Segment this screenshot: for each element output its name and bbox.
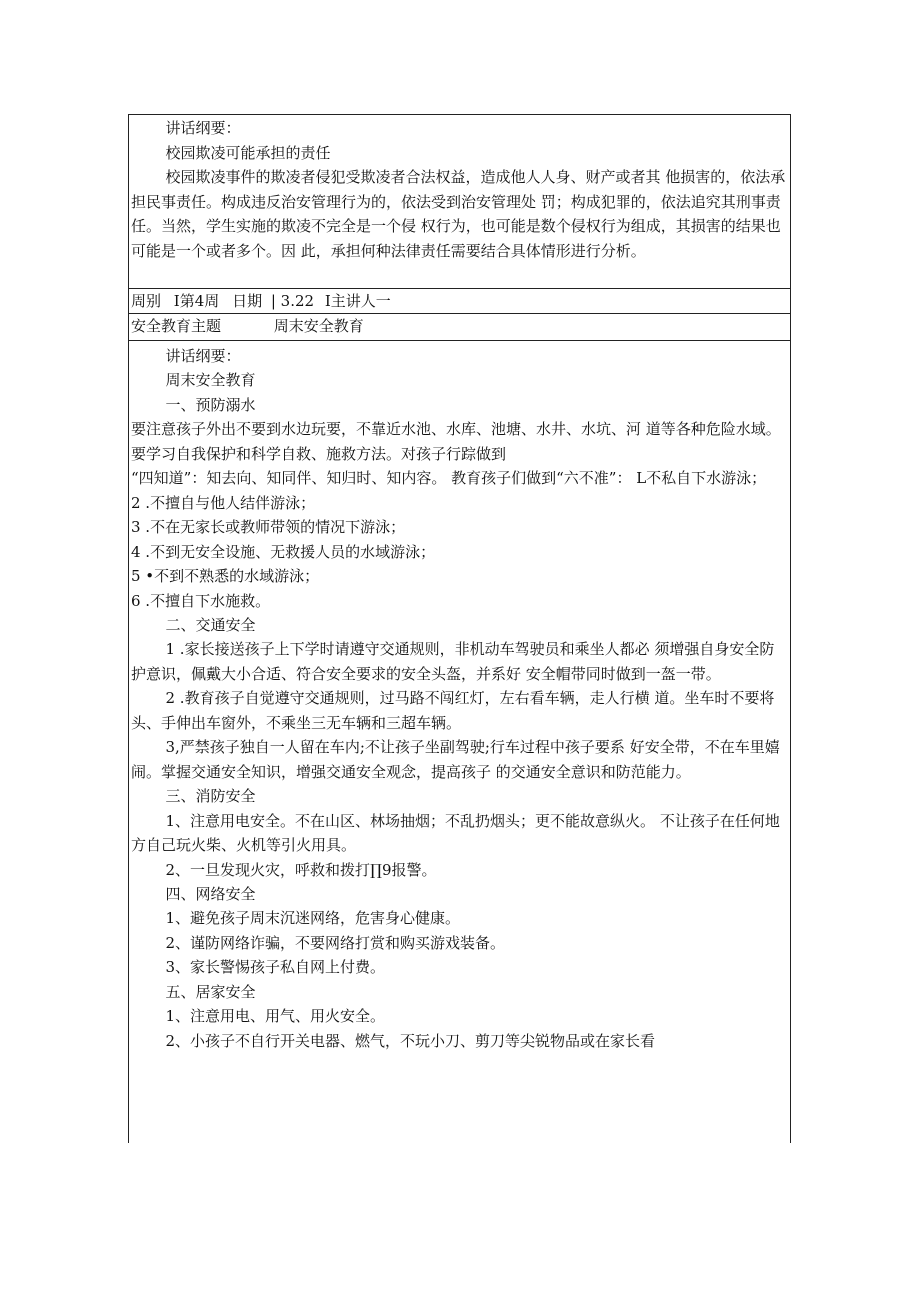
list-item: 1、注意用电、用气、用火安全。 [165, 1007, 386, 1026]
table-right-border [790, 114, 791, 1143]
heading-home: 五、居家安全 [165, 982, 256, 1001]
heading-traffic: 二、交通安全 [165, 615, 256, 634]
theme-value: 周末安全教育 [273, 317, 364, 335]
paragraph: 1、注意用电安全。不在山区、林场抽烟；不乱扔烟头；更不能故意纵火。 不让孩子在任何地方自己玩火柴、火机等引火用具。 [131, 811, 780, 855]
topic-title: 周末安全教育 [165, 371, 256, 390]
heading-drowning: 一、预防溺水 [165, 395, 256, 414]
paragraph: 1 .家长接送孩子上下学时请遵守交通规则，非机动车驾驶员和乘坐人都必 须增强自身安全防护意识，佩戴大小合适、符合安全要求的安全头盔，并系好 安全帽带同时做到一盔一带。 [131, 640, 775, 683]
list-item: 6 .不擅自下水施救。 [131, 591, 271, 610]
paragraph: 2 .教育孩子自觉遵守交通规则，过马路不闯红灯，左右看车辆，走人行横 道。坐车时不要将头、手伸出车窗外，不乘坐三无车辆和三超车辆。 [131, 689, 775, 732]
outline-label: 讲话纲要： [165, 347, 241, 365]
week-date-row [131, 289, 391, 313]
week-value: I第4周 [173, 292, 220, 310]
theme-label: 安全教育主题 [131, 317, 222, 335]
list-item: 3、家长警惕孩子私自网上付费。 [165, 958, 386, 977]
paragraph: 校园欺凌事件的欺凌者侵犯受欺凌者合法权益，造成他人人身、财产或者其 他损害的，依法承担民事责任。构成违反治安管理行为的，依法受到治安管理处 罚；构成犯罪的，依法追究其刑事责任。当然，学生实施的欺凌不完全是一个侵 权行为，也可能是数个侵权行为组成，其损害的结果也可能是一个或者多个。因 此，承担何种法律责任需要结合具体情形进行分析。 [131, 168, 786, 260]
topic-title: 校园欺凌可能承担的责任 [165, 143, 331, 162]
outline-label: 讲话纲要： [165, 119, 241, 137]
list-item: 1、避免孩子周末沉迷网络，危害身心健康。 [165, 909, 461, 928]
theme-row [131, 314, 364, 338]
paragraph: 3,严禁孩子独自一人留在车内;不让孩子坐副驾驶;行车过程中孩子要系 好安全带，不在车里嬉闹。掌握交通安全知识，增强交通安全观念，提高孩子 的交通安全意识和防范能力。 [131, 738, 780, 781]
week-label: 周别 [131, 292, 162, 310]
list-item: 3 .不在无家长或教师带领的情况下游泳； [131, 518, 406, 537]
date-label: 日期 [232, 292, 263, 310]
paragraph: 2、一旦发现火灾，呼救和拨打∏9报警。 [165, 860, 437, 879]
table-top-border [128, 114, 791, 115]
list-item: 4 .不到无安全设施、无救援人员的水域游泳； [131, 542, 436, 561]
list-item: 2 .不擅自与他人结伴游泳； [131, 493, 316, 512]
speaker-label: I主讲人一 [324, 292, 391, 310]
list-item: 2、谨防网络诈骗，不要网络打赏和购买游戏装备。 [165, 933, 506, 952]
heading-fire: 三、消防安全 [165, 787, 256, 806]
paragraph: “四知道”：知去向、知同伴、知归时、知内容。 教育孩子们做到“六不准”： L不私自下水游泳； [131, 469, 767, 488]
heading-network: 四、网络安全 [165, 884, 256, 903]
row-divider [128, 340, 791, 341]
section-2 [131, 344, 788, 1053]
paragraph: 要注意孩子外出不要到水边玩要，不靠近水池、水库、池塘、水井、水坑、河 道等各种危险水域。要学习自我保护和科学自救、施救方法。对孩子行踪做到 [131, 420, 781, 463]
list-item: 5 •不到不熟悉的水域游泳； [131, 567, 320, 586]
list-item: 2、小孩子不自行开关电器、燃气，不玩小刀、剪刀等尖锐物品或在家长看 [165, 1031, 656, 1050]
table-left-border [128, 114, 129, 1143]
section-1 [131, 116, 788, 263]
date-value: | 3.22 [270, 292, 315, 310]
